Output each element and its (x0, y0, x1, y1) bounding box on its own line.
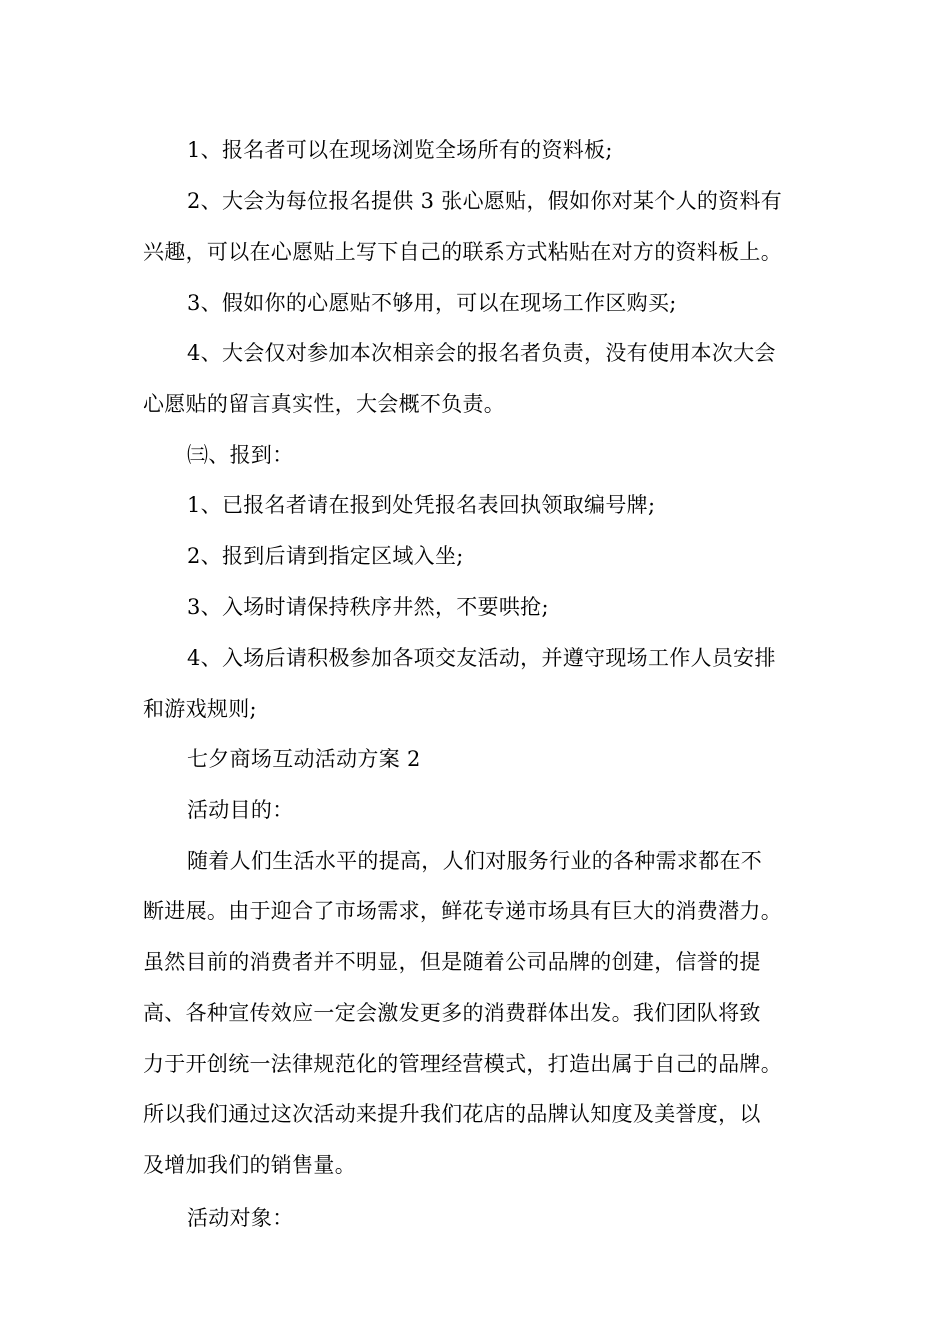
section-title: 七夕商场互动活动方案 2 (187, 747, 421, 771)
section-heading: 活动目的： (187, 798, 294, 822)
paragraph-line: 4、大会仅对参加本次相亲会的报名者负责，没有使用本次大会 (187, 341, 776, 365)
paragraph-line: 兴趣，可以在心愿贴上写下自己的联系方式粘贴在对方的资料板上。 (143, 240, 782, 264)
paragraph-line: 和游戏规则; (143, 697, 257, 721)
paragraph-line: 断进展。由于迎合了市场需求，鲜花专递市场具有巨大的消费潜力。 (143, 899, 782, 923)
paragraph-line: 心愿贴的留言真实性，大会概不负责。 (143, 392, 506, 416)
paragraph-line: 2、报到后请到指定区域入坐; (187, 544, 464, 568)
paragraph-line: 所以我们通过这次活动来提升我们花店的品牌认知度及美誉度，以 (143, 1102, 761, 1126)
paragraph-line: 2、大会为每位报名提供 3 张心愿贴，假如你对某个人的资料有 (187, 189, 783, 213)
paragraph-line: 1、已报名者请在报到处凭报名表回执领取编号牌; (187, 493, 656, 517)
paragraph-line: 虽然目前的消费者并不明显，但是随着公司品牌的创建，信誉的提 (143, 950, 761, 974)
paragraph-line: 3、入场时请保持秩序井然，不要哄抢; (187, 595, 549, 619)
paragraph-line: 力于开创统一法律规范化的管理经营模式，打造出属于自己的品牌。 (143, 1052, 782, 1076)
paragraph-line: 及增加我们的销售量。 (143, 1153, 356, 1177)
paragraph-line: 3、假如你的心愿贴不够用，可以在现场工作区购买; (187, 291, 677, 315)
paragraph-line: 高、各种宣传效应一定会激发更多的消费群体出发。我们团队将致 (143, 1001, 761, 1025)
paragraph-line: 1、报名者可以在现场浏览全场所有的资料板; (187, 138, 613, 162)
section-heading: ㈢、报到： (187, 443, 294, 467)
section-heading: 活动对象： (187, 1206, 294, 1230)
paragraph-line: 随着人们生活水平的提高，人们对服务行业的各种需求都在不 (187, 849, 763, 873)
paragraph-line: 4、入场后请积极参加各项交友活动，并遵守现场工作人员安排 (187, 646, 776, 670)
